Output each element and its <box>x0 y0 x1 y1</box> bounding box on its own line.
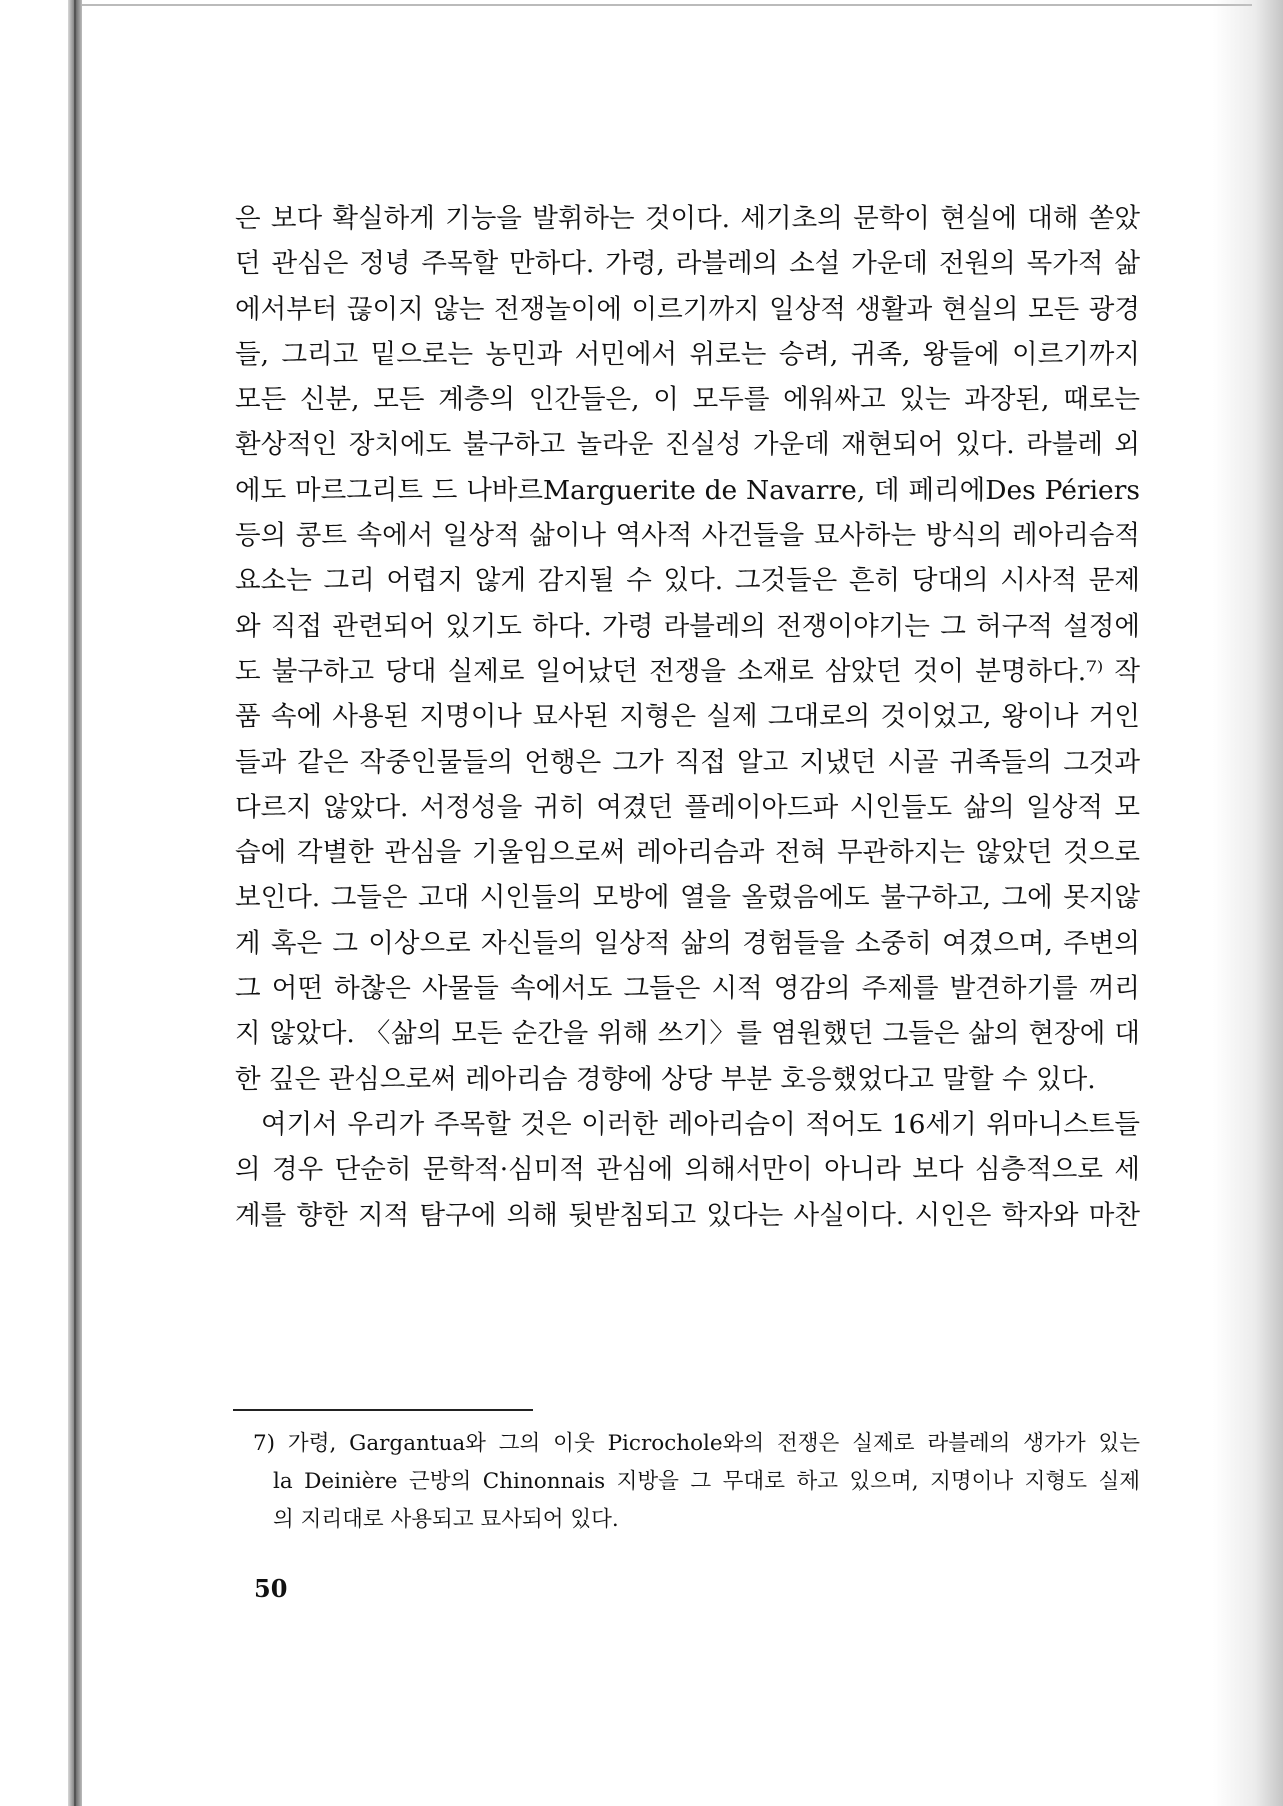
body-line: 그 어떤 하찮은 사물들 속에서도 그들은 시적 영감의 주제를 발견하기를 꺼리 <box>235 973 1140 1005</box>
body-line: 품 속에 사용된 지명이나 묘사된 지형은 실제 그대로의 것이었고, 왕이나 거인 <box>235 701 1140 733</box>
body-line: 환상적인 장치에도 불구하고 놀라운 진실성 가운데 재현되어 있다. 라블레 외 <box>235 429 1140 461</box>
page-number: 50 <box>254 1574 288 1603</box>
footnote-divider <box>233 1409 533 1411</box>
body-line: 와 직접 관련되어 있기도 하다. 가령 라블레의 전쟁이야기는 그 허구적 설정에 <box>235 610 1140 642</box>
body-line: 요소는 그리 어렵지 않게 감지될 수 있다. 그것들은 흔히 당대의 시사적 문제 <box>235 565 1140 597</box>
body-line: 모든 신분, 모든 계층의 인간들은, 이 모두를 에워싸고 있는 과장된, 때로는 <box>235 384 1140 416</box>
body-line: 은 보다 확실하게 기능을 발휘하는 것이다. 세기초의 문학이 현실에 대해 쏟았 <box>235 203 1140 234</box>
body-line: 에도 마르그리트 드 나바르Marguerite de Navarre, 데 페리에Des Périers <box>235 474 1140 506</box>
body-line: 들, 그리고 밑으로는 농민과 서민에서 위로는 승려, 귀족, 왕들에 이르기까지 <box>235 338 1140 370</box>
page-binding-line <box>74 0 76 1806</box>
body-line: 에서부터 끊이지 않는 전쟁놀이에 이르기까지 일상적 생활과 현실의 모든 광경 <box>235 293 1140 325</box>
body-line: 습에 각별한 관심을 기울임으로써 레아리슴과 전혀 무관하지는 않았던 것으로 <box>235 837 1140 869</box>
body-line: 도 불구하고 당대 실제로 일어났던 전쟁을 소재로 삼았던 것이 분명하다.⁷⁾ 작 <box>235 655 1140 687</box>
body-text <box>235 196 1140 1238</box>
body-line: 지 않았다. 〈삶의 모든 순간을 위해 쓰기〉를 염원했던 그들은 삶의 현장에 대 <box>235 1018 1140 1050</box>
page-curl-shadow <box>1213 0 1283 1806</box>
body-line: 던 관심은 정녕 주목할 만하다. 가령, 라블레의 소설 가운데 전원의 목가적 삶 <box>235 248 1140 280</box>
body-line: 들과 같은 작중인물들의 언행은 그가 직접 알고 지냈던 시골 귀족들의 그것과 <box>235 746 1140 778</box>
footnote-line: la Deinière 근방의 Chinonnais 지방을 그 무대로 하고 있으며, 지명이나 지형도 실제 <box>273 1469 1140 1494</box>
footnote-line: 7) 가령, Gargantua와 그의 이웃 Picrochole와의 전쟁은 실제로 라블레의 생가가 있는 <box>253 1431 1140 1456</box>
body-line: 등의 콩트 속에서 일상적 삶이나 역사적 사건들을 묘사하는 방식의 레아리슴적 <box>235 520 1140 552</box>
body-line-paragraph-end: 한 깊은 관심으로써 레아리슴 경향에 상당 부분 호응했었다고 말할 수 있다. <box>235 1063 1096 1095</box>
body-line: 계를 향한 지적 탐구에 의해 뒷받침되고 있다는 사실이다. 시인은 학자와 마찬 <box>235 1199 1140 1231</box>
body-line: 보인다. 그들은 고대 시인들의 모방에 열을 올렸음에도 불구하고, 그에 못지않 <box>235 882 1140 914</box>
body-line: 의 경우 단순히 문학적·심미적 관심에 의해서만이 아니라 보다 심층적으로 세 <box>235 1154 1140 1186</box>
body-line: 게 혹은 그 이상으로 자신들의 일상적 삶의 경험들을 소중히 여겼으며, 주변의 <box>235 927 1140 959</box>
footnote <box>235 1425 1140 1539</box>
footnote-line: 의 지리대로 사용되고 묘사되어 있다. <box>273 1507 619 1532</box>
body-line-paragraph-start: 여기서 우리가 주목할 것은 이러한 레아리슴이 적어도 16세기 위마니스트들 <box>261 1108 1140 1140</box>
body-line: 다르지 않았다. 서정성을 귀히 여겼던 플레이아드파 시인들도 삶의 일상적 모 <box>235 791 1140 823</box>
